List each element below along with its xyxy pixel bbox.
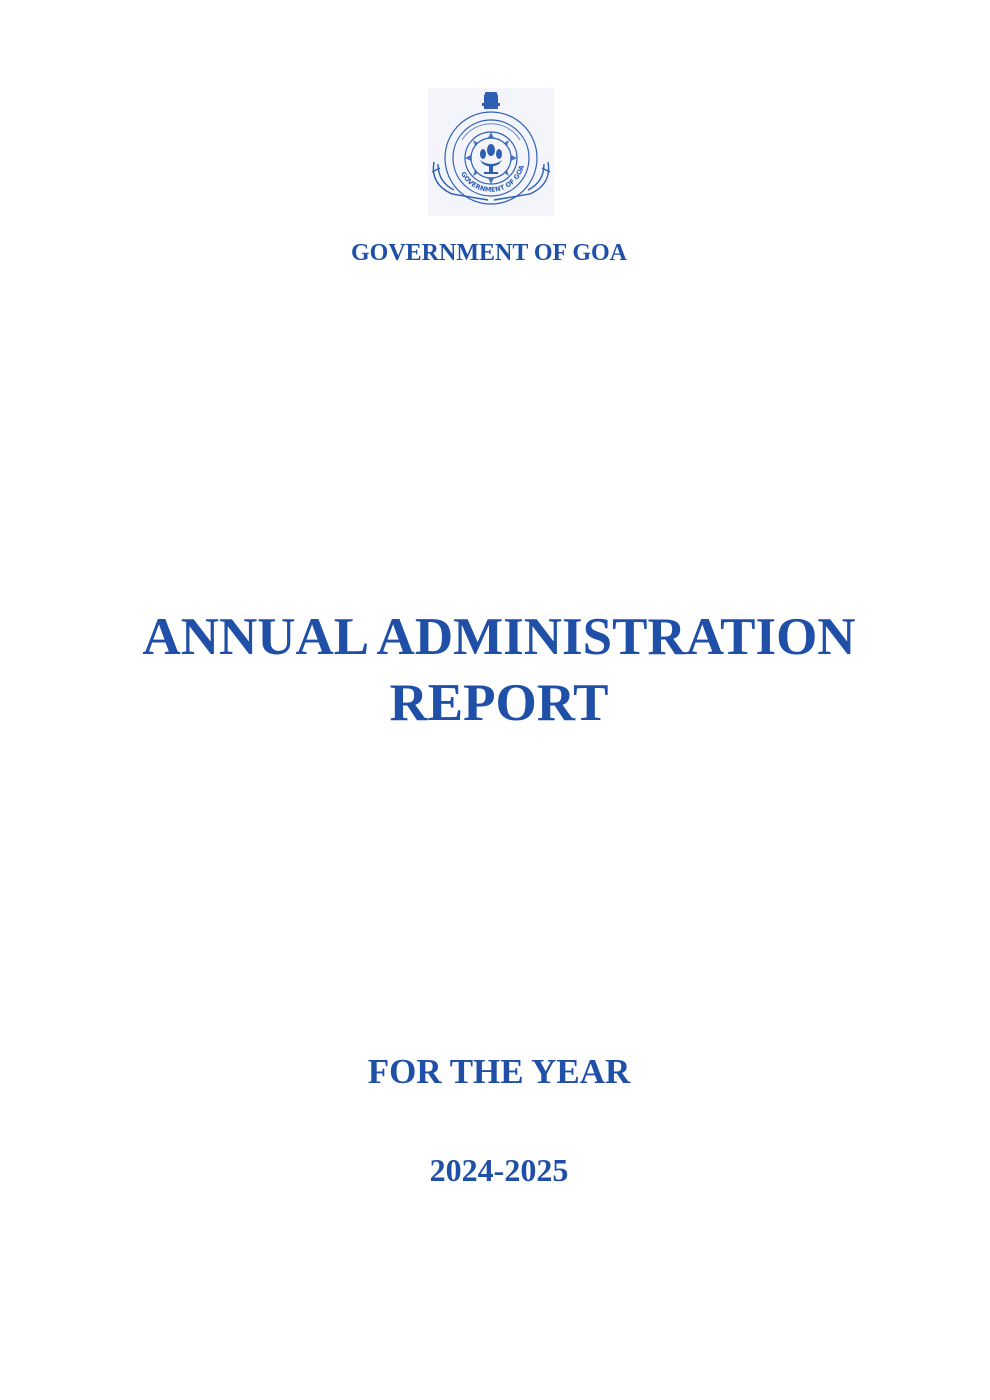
- emblem-icon: [428, 88, 554, 216]
- report-title-line-2: REPORT: [389, 674, 609, 732]
- year-range: 2024-2025: [429, 1152, 569, 1188]
- emblem-lettering-bottom: GOVERNMENT OF GOA: [459, 164, 526, 194]
- report-title: [0, 604, 990, 736]
- government-emblem-logo: [428, 88, 554, 216]
- for-the-year-label: FOR THE YEAR: [367, 1052, 631, 1091]
- report-title-line-1: ANNUAL ADMINISTRATION: [142, 608, 856, 666]
- government-heading: GOVERNMENT OF GOA: [350, 240, 627, 266]
